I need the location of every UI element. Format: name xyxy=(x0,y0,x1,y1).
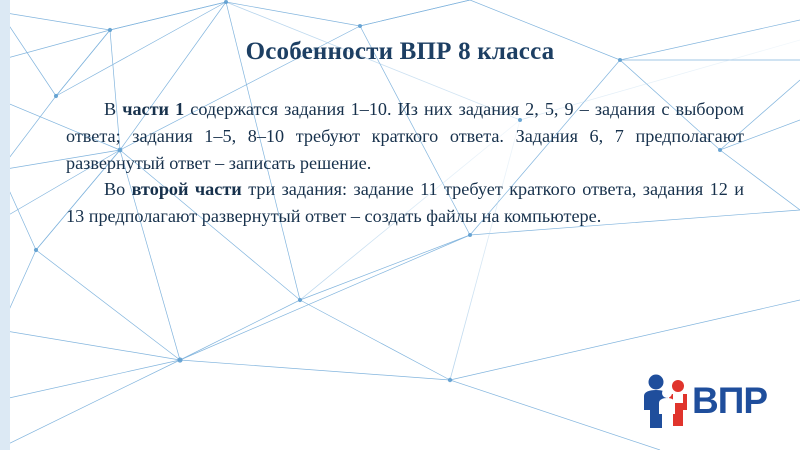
slide-body xyxy=(66,96,744,230)
paragraph-2 xyxy=(66,176,744,230)
paragraph-2-run-2-bold: второй части xyxy=(131,179,242,200)
vpr-logo xyxy=(636,364,784,436)
vpr-people-icon xyxy=(640,370,694,430)
slide-title: Особенности ВПР 8 класса xyxy=(245,38,555,65)
paragraph-1-run-1: В xyxy=(104,99,123,119)
paragraph-2-run-3: три задания: задание 11 требует краткого ответа, задания 12 и 13 предполагают развернутый ответ – создать файлы на компьютере. xyxy=(66,179,744,226)
paragraph-2-run-1: Во xyxy=(104,179,132,200)
paragraph-1 xyxy=(66,96,744,176)
vpr-logo-text: ВПР xyxy=(692,379,767,421)
vpr-people-icon-svg xyxy=(640,370,694,430)
paragraph-1-run-2-bold: части 1 xyxy=(122,99,185,119)
paragraph-1-run-3: содержатся задания 1–10. Из них задания 2, 5, 9 – задания с выбором ответа; задания 1–5, 8–10 требуют краткого ответа. Задания 6, 7 предполагают развернутый ответ – записать решение. xyxy=(66,99,744,173)
